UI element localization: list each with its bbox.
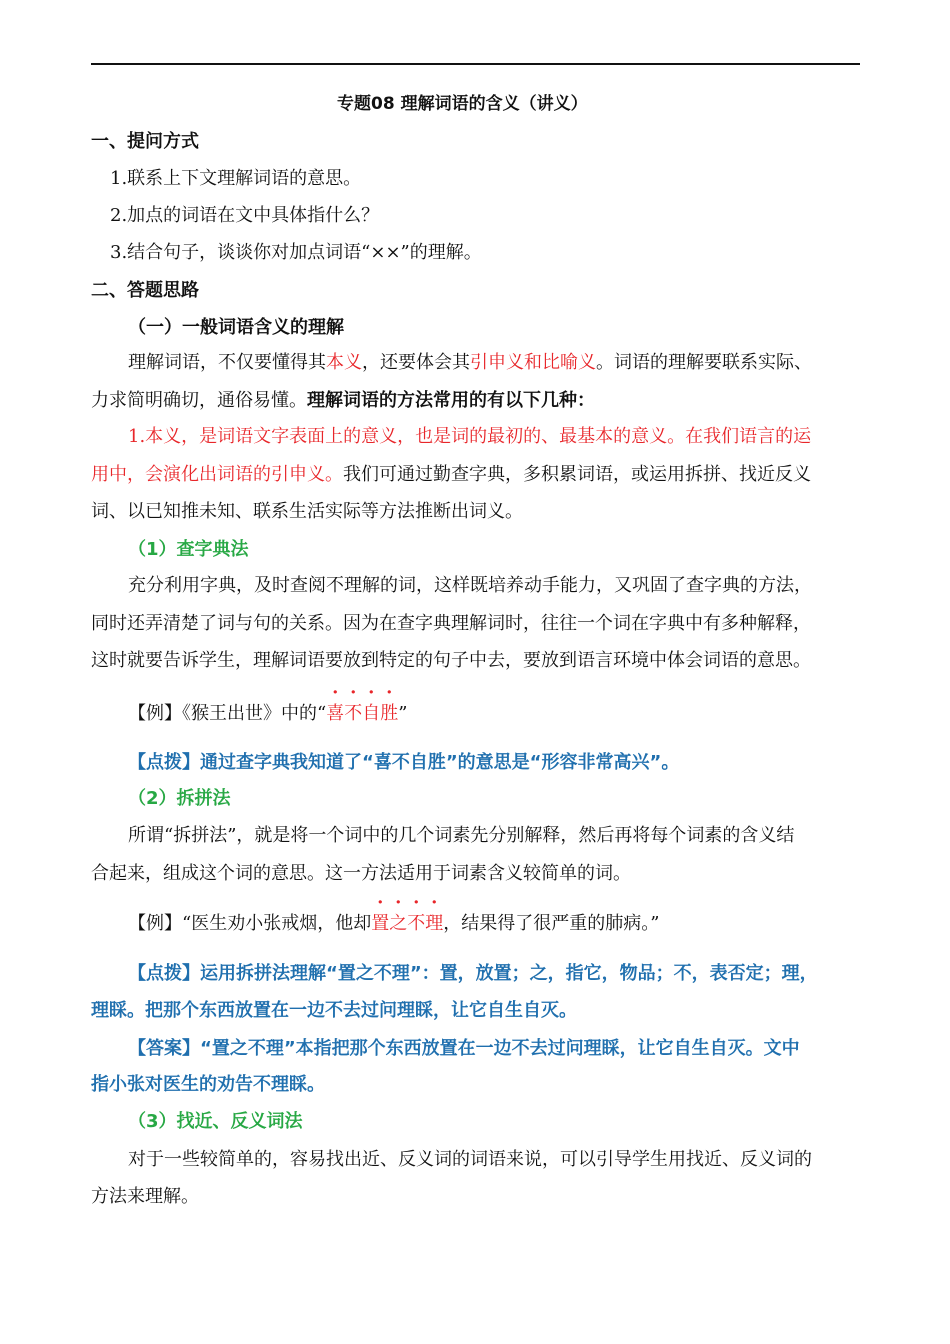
- dotted-char: 自: [362, 703, 381, 724]
- synonym-text-line1: 对于一些较简单的，容易找出近、反义词的词语来说，可以引导学生用找近、反义词的: [128, 1149, 812, 1170]
- dictionary-example: [128, 702, 407, 726]
- intro-bold-text: 理解词语的方法常用的有以下几种：: [307, 390, 595, 411]
- dictionary-text-line1: 充分利用字典，及时查阅不理解的词，这样既培养动手能力，又巩固了查字典的方法，: [128, 575, 812, 596]
- example-text: 【例】《猴王出世》中的“: [128, 703, 327, 724]
- split-answer-line1: 【答案】“置之不理”本指把那个东西放置在一边不去过问理睬，让它自生自灭。文中: [128, 1038, 800, 1059]
- split-example: [128, 912, 659, 936]
- paragraph-literal-line3: 词、以已知推未知、联系生活实际等方法推断出词义。: [91, 501, 523, 522]
- dictionary-tip: 【点拨】通过查字典我知道了“喜不自胜”的意思是“形容非常高兴”。: [128, 752, 680, 773]
- method-heading-split: （2）拆拼法: [128, 788, 231, 809]
- question-type-3: 3.结合句子，谈谈你对加点词语“××”的理解。: [110, 242, 482, 263]
- section-heading-question-types: 一、提问方式: [91, 131, 199, 152]
- intro-text: 理解词语，不仅要懂得其: [128, 352, 326, 373]
- example-text: 【例】“医生劝小张戒烟，他却: [128, 913, 372, 934]
- top-rule: [91, 63, 860, 65]
- method-heading-dictionary: （1）查字典法: [128, 539, 249, 560]
- highlight-literal-meaning: 本义: [326, 352, 362, 373]
- dotted-char: 胜: [380, 703, 399, 724]
- dotted-char: 不: [407, 913, 426, 934]
- question-type-2: 2.加点的词语在文中具体指什么？: [110, 205, 380, 226]
- dictionary-text-line2: 同时还弄清楚了词与句的关系。因为在查字典理解词时，往往一个词在字典中有多种解释，: [91, 613, 811, 634]
- literal-red-text: 用中，会演化出词语的引申义。: [91, 464, 343, 485]
- split-tip-line1: 【点拨】运用拆拼法理解“置之不理”：置，放置；之，指它，物品；不，表否定；理，: [128, 963, 818, 984]
- dotted-char: 置: [371, 913, 390, 934]
- split-text-line1: 所谓“拆拼法”，就是将一个词中的几个词素先分别解释，然后再将每个词素的含义结: [128, 825, 795, 846]
- dotted-char: 理: [425, 913, 444, 934]
- example-text: ，结果得了很严重的肺病。”: [443, 913, 660, 934]
- example-text: ”: [398, 703, 408, 724]
- section-heading-answer-approach: 二、答题思路: [91, 280, 199, 301]
- paragraph-literal-line2: [91, 463, 811, 487]
- method-heading-synonym: （3）找近、反义词法: [128, 1111, 303, 1132]
- dotted-char: 之: [389, 913, 408, 934]
- paragraph-literal-line1: 1.本义，是词语文字表面上的意义，也是词的最初的、最基本的意义。在我们语言的运: [128, 426, 812, 447]
- split-tip-line2: 理睬。把那个东西放置在一边不去过问理睬，让它自生自灭。: [91, 1000, 577, 1021]
- question-type-1: 1.联系上下文理解词语的意思。: [110, 168, 362, 189]
- intro-text: 力求简明确切，通俗易懂。: [91, 390, 307, 411]
- intro-text: 。词语的理解要联系实际、: [596, 352, 812, 373]
- paragraph-intro-line2: [91, 389, 595, 413]
- highlight-extended-meaning: 引申义和比喻义: [470, 352, 596, 373]
- dictionary-text-line3: 这时就要告诉学生，理解词语要放到特定的句子中去，要放到语言环境中体会词语的意思。: [91, 650, 811, 671]
- intro-text: ，还要体会其: [362, 352, 470, 373]
- dotted-char: 喜: [326, 703, 345, 724]
- split-answer-line2: 指小张对医生的劝告不理睬。: [91, 1074, 325, 1095]
- split-text-line2: 合起来，组成这个词的意思。这一方法适用于词素含义较简单的词。: [91, 863, 631, 884]
- paragraph-intro-line1: [128, 351, 812, 375]
- subsection-heading-general: （一）一般词语含义的理解: [128, 317, 344, 338]
- literal-text: 我们可通过勤查字典，多积累词语，或运用拆拼、找近反义: [343, 464, 811, 485]
- page-title: 专题08 理解词语的含义（讲义）: [337, 94, 588, 114]
- synonym-text-line2: 方法来理解。: [91, 1186, 199, 1207]
- dotted-char: 不: [344, 703, 363, 724]
